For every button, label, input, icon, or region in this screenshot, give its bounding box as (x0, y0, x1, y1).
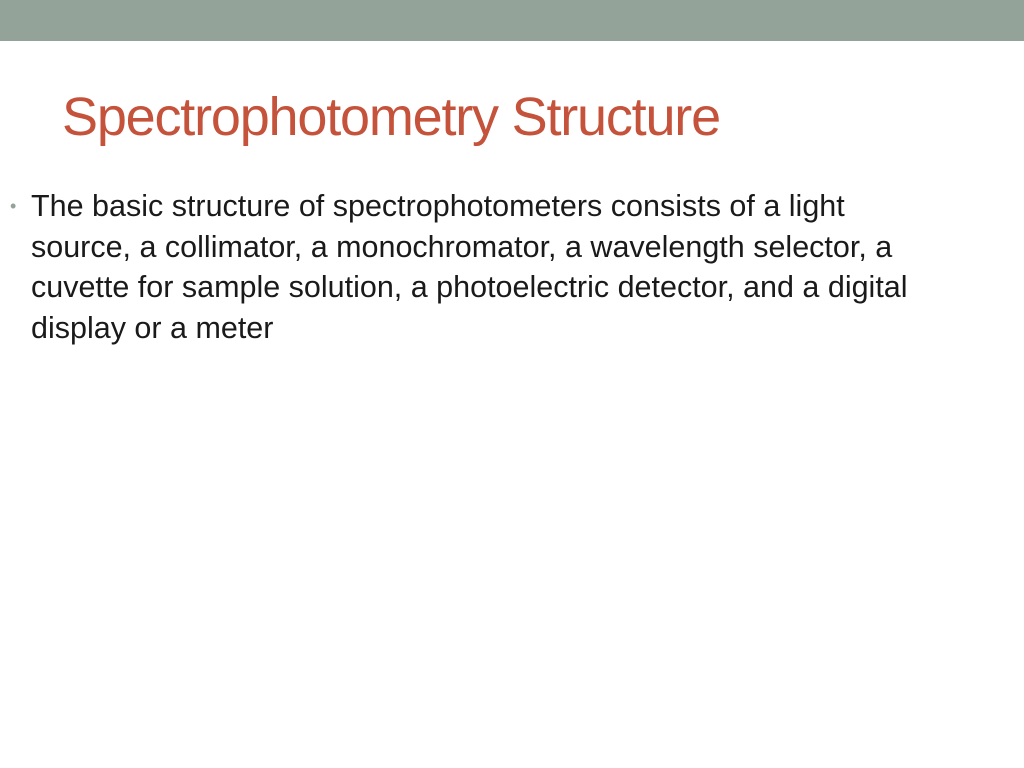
bullet-item (10, 186, 910, 348)
bullet-list (10, 186, 910, 348)
bullet-dot-icon: • (10, 196, 17, 216)
slide-title: Spectrophotometry Structure (62, 87, 720, 147)
bullet-text: The basic structure of spectrophotometers consists of a light source, a collimator, a monochromator, a wavelength selector, a cuvette for sample solution, a photoelectric detector, and a digital display or a meter (31, 189, 908, 345)
top-accent-band (0, 0, 1024, 41)
